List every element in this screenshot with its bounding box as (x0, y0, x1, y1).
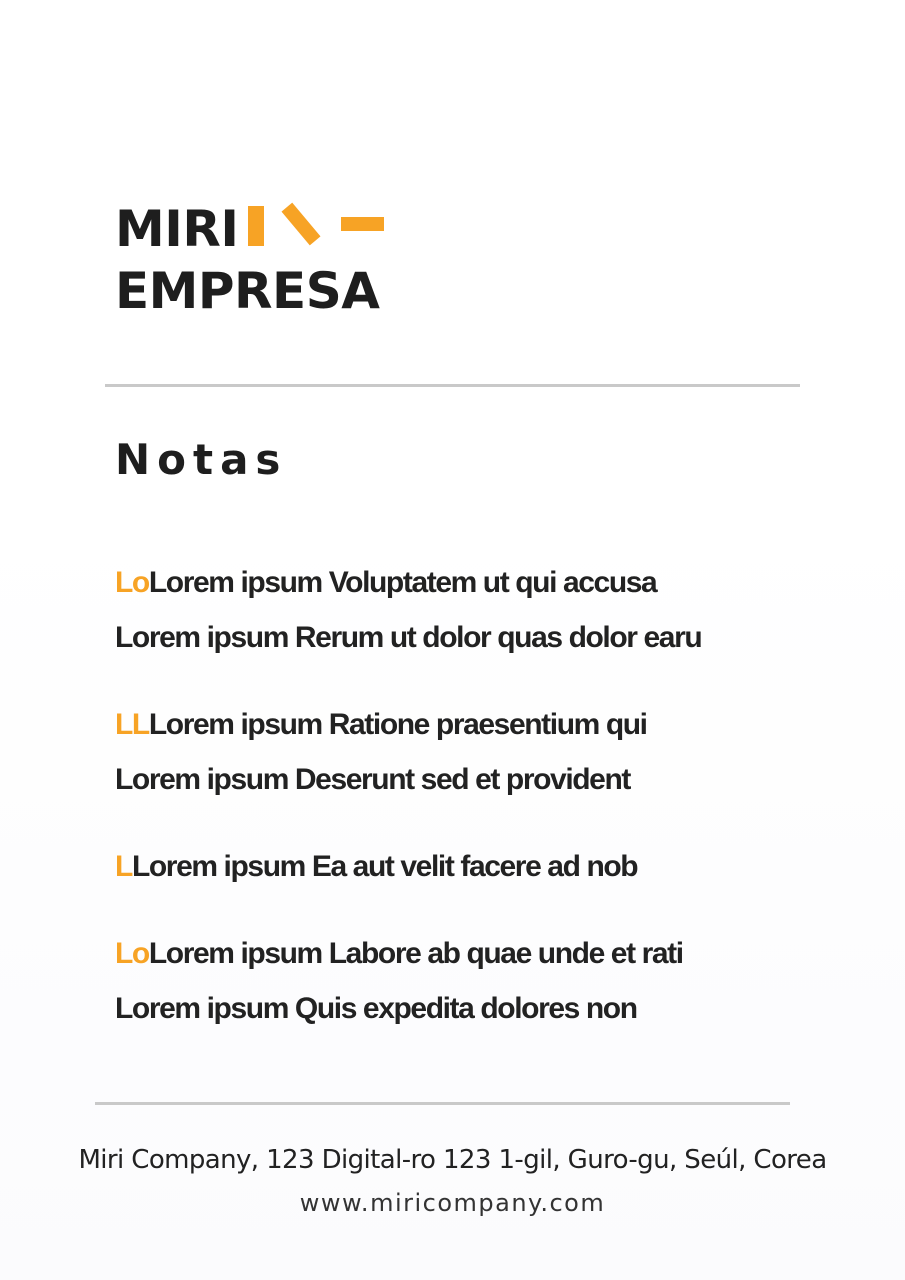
note-item (115, 844, 835, 899)
note-text: Lorem ipsum Rerum ut dolor quas dolor earu (115, 621, 702, 654)
section-title: Notas (115, 435, 288, 484)
note-text: Lorem ipsum Ea aut velit facere ad nob (131, 850, 638, 883)
note-line (115, 931, 835, 986)
note-line (115, 560, 835, 615)
note-line (115, 986, 835, 1041)
logo-dash-mark (341, 217, 384, 231)
note-item (115, 931, 835, 1041)
note-accent: Lo (115, 566, 149, 599)
note-line (115, 757, 835, 812)
notes-list (115, 560, 835, 1041)
logo-bar-mark (248, 206, 264, 246)
logo-line-2: EMPRESA (115, 262, 380, 320)
note-spacer (115, 670, 835, 702)
logo-line-1: MIRI (115, 200, 239, 258)
footer-address: Miri Company, 123 Digital-ro 123 1-gil, Guro-gu, Seúl, Corea (78, 1145, 827, 1175)
note-line (115, 702, 835, 757)
footer-website: www.miricompany.com (299, 1189, 606, 1217)
note-text: Lorem ipsum Ratione praesentium qui (148, 708, 647, 741)
logo-slash-mark (281, 203, 320, 246)
logo-marks (115, 198, 515, 268)
note-line (115, 615, 835, 670)
note-item (115, 702, 835, 812)
note-accent: Lo (115, 937, 149, 970)
company-logo (115, 198, 379, 322)
bottom-divider (95, 1102, 790, 1105)
note-spacer (115, 812, 835, 844)
top-divider (105, 384, 800, 387)
note-text: Lorem ipsum Deserunt sed et provident (115, 763, 630, 796)
note-accent: L (115, 850, 132, 883)
note-line (115, 844, 835, 899)
note-text: Lorem ipsum Voluptatem ut qui accusa (148, 566, 657, 599)
note-text: Lorem ipsum Labore ab quae unde et rati (148, 937, 683, 970)
note-item (115, 560, 835, 670)
note-text: Lorem ipsum Quis expedita dolores non (115, 992, 637, 1025)
note-accent: LL (115, 708, 149, 741)
note-spacer (115, 899, 835, 931)
